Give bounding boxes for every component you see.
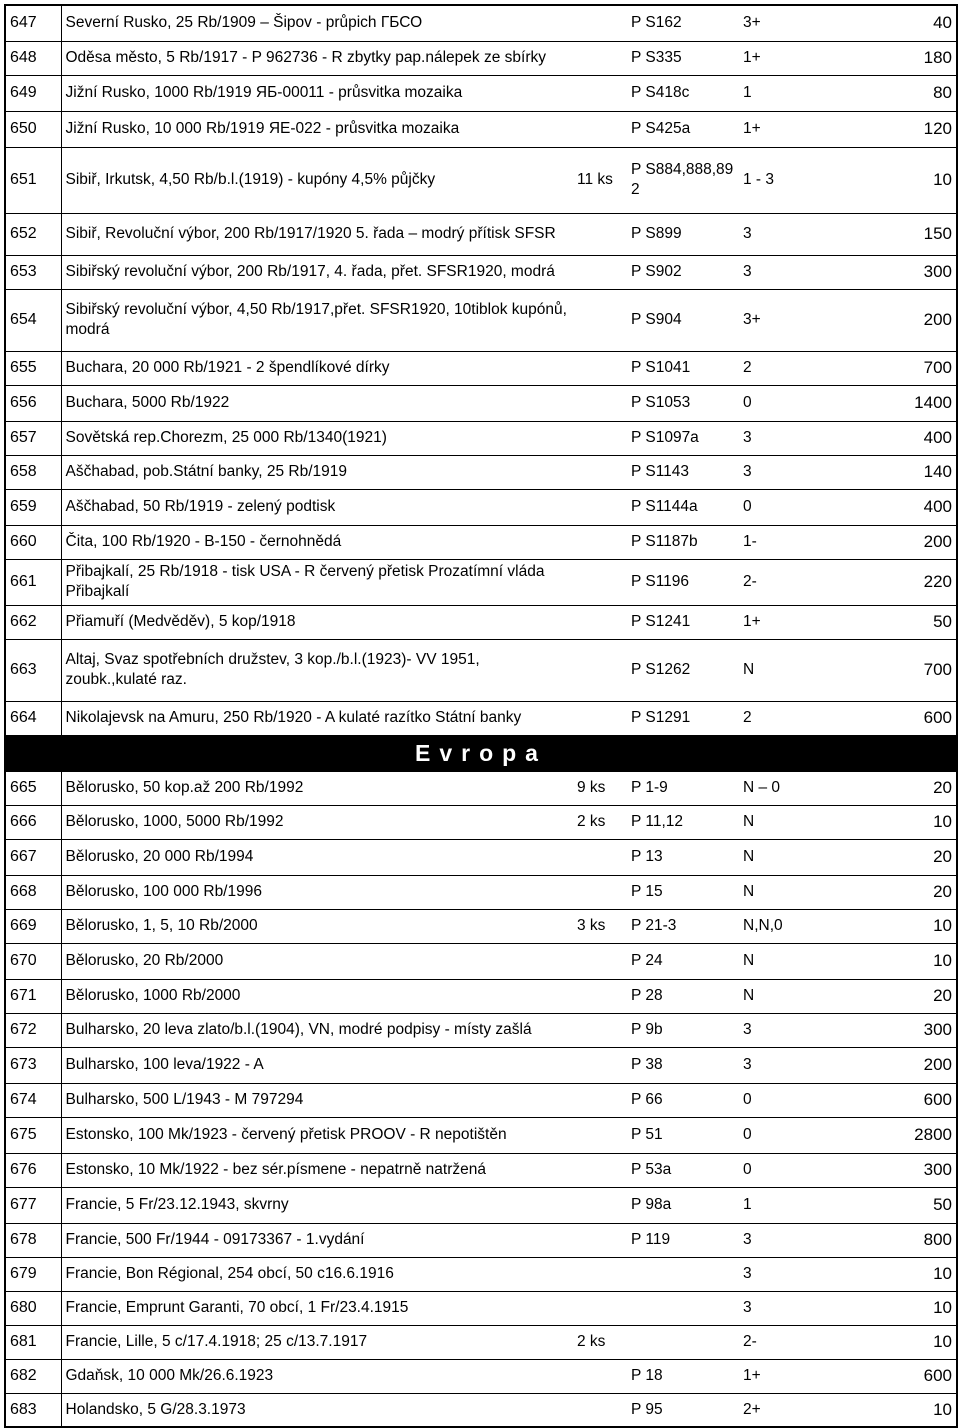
table-row [5,979,957,1013]
item-condition: 0 [739,1153,805,1187]
lot-number: 672 [5,1013,61,1047]
lot-number: 673 [5,1047,61,1083]
table-row [5,5,957,41]
item-quantity [573,489,627,525]
item-quantity [573,385,627,421]
item-condition: 2 [739,351,805,385]
table-row [5,605,957,639]
item-condition: 3 [739,1223,805,1257]
lot-number: 656 [5,385,61,421]
banknote-catalog-table [4,4,958,1428]
item-price: 1400 [805,385,957,421]
item-price: 120 [805,111,957,147]
item-condition: N [739,943,805,979]
table-row [5,525,957,559]
item-quantity [573,559,627,605]
catalog-number: P 38 [627,1047,739,1083]
item-description: Bělorusko, 50 kop.až 200 Rb/1992 [61,771,573,805]
item-condition: 0 [739,489,805,525]
item-condition: 1+ [739,41,805,75]
lot-number: 654 [5,289,61,351]
item-quantity [573,1047,627,1083]
item-price: 40 [805,5,957,41]
item-description: Sibiřský revoluční výbor, 4,50 Rb/1917,přet. SFSR1920, 10tiblok kupónů, modrá [61,289,573,351]
item-quantity [573,1223,627,1257]
item-condition: 3 [739,1013,805,1047]
item-description: Oděsa město, 5 Rb/1917 - P 962736 - R zbytky pap.nálepek ze sbírky [61,41,573,75]
item-description: Estonsko, 10 Mk/1922 - bez sér.písmene - nepatrně natržená [61,1153,573,1187]
catalog-number: P S1187b [627,525,739,559]
item-price: 20 [805,839,957,875]
catalog-number: P S1241 [627,605,739,639]
table-row [5,1257,957,1291]
item-quantity [573,213,627,255]
item-description: Severní Rusko, 25 Rb/1909 – Šipov - průpich ГБСО [61,5,573,41]
table-row [5,1187,957,1223]
catalog-number: P 98a [627,1187,739,1223]
lot-number: 660 [5,525,61,559]
item-condition: 1+ [739,605,805,639]
item-price: 200 [805,289,957,351]
catalog-number [627,1291,739,1325]
lot-number: 650 [5,111,61,147]
catalog-number: P 21-3 [627,909,739,943]
table-row [5,1153,957,1187]
item-price: 220 [805,559,957,605]
catalog-number: P S1291 [627,701,739,735]
item-condition: 2 [739,701,805,735]
catalog-table-body [5,5,957,1427]
catalog-number: P 15 [627,875,739,909]
item-price: 10 [805,805,957,839]
item-price: 10 [805,1393,957,1427]
item-price: 150 [805,213,957,255]
lot-number: 668 [5,875,61,909]
item-condition: 1+ [739,1359,805,1393]
item-condition: 3 [739,455,805,489]
section-title: Evropa [5,735,957,771]
item-quantity: 11 ks [573,147,627,213]
item-quantity: 2 ks [573,805,627,839]
item-condition: 2+ [739,1393,805,1427]
item-description: Buchara, 20 000 Rb/1921 - 2 špendlíkové dírky [61,351,573,385]
item-quantity [573,1117,627,1153]
item-description: Francie, 500 Fr/1944 - 09173367 - 1.vydání [61,1223,573,1257]
item-condition: 3 [739,1047,805,1083]
lot-number: 682 [5,1359,61,1393]
table-row [5,255,957,289]
catalog-number: P S335 [627,41,739,75]
lot-number: 662 [5,605,61,639]
item-description: Bělorusko, 100 000 Rb/1996 [61,875,573,909]
item-quantity [573,605,627,639]
item-description: Aščhabad, 50 Rb/1919 - zelený podtisk [61,489,573,525]
item-condition: 1+ [739,111,805,147]
item-description: Holandsko, 5 G/28.3.1973 [61,1393,573,1427]
item-quantity [573,41,627,75]
catalog-number: P 28 [627,979,739,1013]
catalog-number [627,1325,739,1359]
lot-number: 671 [5,979,61,1013]
item-price: 400 [805,489,957,525]
lot-number: 651 [5,147,61,213]
catalog-number [627,1257,739,1291]
lot-number: 680 [5,1291,61,1325]
table-row [5,1013,957,1047]
item-description: Bulharsko, 100 leva/1922 - A [61,1047,573,1083]
lot-number: 655 [5,351,61,385]
catalog-number: P S1041 [627,351,739,385]
catalog-number: P S1144a [627,489,739,525]
item-price: 10 [805,147,957,213]
lot-number: 652 [5,213,61,255]
table-row [5,909,957,943]
catalog-number: P S904 [627,289,739,351]
item-condition: 3 [739,213,805,255]
item-price: 10 [805,909,957,943]
table-row [5,1223,957,1257]
item-price: 20 [805,771,957,805]
item-description: Altaj, Svaz spotřebních družstev, 3 kop./b.l.(1923)- VV 1951, zoubk.,kulaté raz. [61,639,573,701]
item-price: 80 [805,75,957,111]
lot-number: 674 [5,1083,61,1117]
item-price: 50 [805,605,957,639]
catalog-number: P S162 [627,5,739,41]
item-quantity: 3 ks [573,909,627,943]
item-quantity [573,1359,627,1393]
item-price: 700 [805,351,957,385]
item-quantity [573,639,627,701]
item-price: 600 [805,1359,957,1393]
item-quantity [573,839,627,875]
item-description: Estonsko, 100 Mk/1923 - červený přetisk PROOV - R nepotištěn [61,1117,573,1153]
table-row [5,639,957,701]
item-condition: 3 [739,1257,805,1291]
catalog-number: P S1262 [627,639,739,701]
table-row [5,559,957,605]
lot-number: 669 [5,909,61,943]
lot-number: 647 [5,5,61,41]
item-price: 700 [805,639,957,701]
item-quantity [573,1257,627,1291]
table-row [5,421,957,455]
item-quantity [573,875,627,909]
item-price: 800 [805,1223,957,1257]
item-description: Bělorusko, 1000, 5000 Rb/1992 [61,805,573,839]
table-row [5,1393,957,1427]
item-quantity [573,525,627,559]
lot-number: 667 [5,839,61,875]
item-quantity: 9 ks [573,771,627,805]
table-row [5,1117,957,1153]
item-price: 10 [805,943,957,979]
item-quantity [573,289,627,351]
item-price: 600 [805,1083,957,1117]
lot-number: 657 [5,421,61,455]
item-description: Jižní Rusko, 1000 Rb/1919 ЯБ-00011 - průsvitka mozaika [61,75,573,111]
table-row [5,771,957,805]
lot-number: 649 [5,75,61,111]
lot-number: 661 [5,559,61,605]
table-row [5,805,957,839]
item-condition: N [739,839,805,875]
item-condition: 0 [739,1083,805,1117]
item-description: Sovětská rep.Chorezm, 25 000 Rb/1340(1921) [61,421,573,455]
lot-number: 683 [5,1393,61,1427]
table-row [5,1359,957,1393]
table-row [5,875,957,909]
catalog-number: P S418c [627,75,739,111]
table-row [5,489,957,525]
table-row [5,839,957,875]
item-quantity [573,1187,627,1223]
catalog-number: P 1-9 [627,771,739,805]
item-description: Bělorusko, 20 Rb/2000 [61,943,573,979]
item-description: Aščhabad, pob.Státní banky, 25 Rb/1919 [61,455,573,489]
table-row [5,289,957,351]
item-price: 140 [805,455,957,489]
item-description: Francie, Bon Régional, 254 obcí, 50 c16.6.1916 [61,1257,573,1291]
item-description: Francie, Emprunt Garanti, 70 obcí, 1 Fr/23.4.1915 [61,1291,573,1325]
lot-number: 679 [5,1257,61,1291]
item-description: Sibiř, Revoluční výbor, 200 Rb/1917/1920 5. řada – modrý přítisk SFSR [61,213,573,255]
item-price: 2800 [805,1117,957,1153]
item-condition: 3 [739,1291,805,1325]
item-quantity [573,421,627,455]
item-condition: 3 [739,421,805,455]
item-quantity [573,255,627,289]
item-condition: 3 [739,255,805,289]
item-quantity [573,1013,627,1047]
table-row [5,1291,957,1325]
lot-number: 678 [5,1223,61,1257]
item-price: 20 [805,979,957,1013]
item-price: 400 [805,421,957,455]
item-quantity [573,5,627,41]
item-condition: N [739,805,805,839]
table-row [5,943,957,979]
item-quantity [573,979,627,1013]
lot-number: 676 [5,1153,61,1187]
lot-number: 670 [5,943,61,979]
item-price: 600 [805,701,957,735]
catalog-number: P 51 [627,1117,739,1153]
item-quantity [573,1291,627,1325]
catalog-number: P 11,12 [627,805,739,839]
table-row [5,1047,957,1083]
table-row [5,75,957,111]
item-condition: 1 [739,1187,805,1223]
table-row [5,147,957,213]
lot-number: 658 [5,455,61,489]
item-condition: 3+ [739,5,805,41]
lot-number: 675 [5,1117,61,1153]
item-description: Bělorusko, 1000 Rb/2000 [61,979,573,1013]
item-condition: 2- [739,559,805,605]
item-description: Bělorusko, 20 000 Rb/1994 [61,839,573,875]
lot-number: 677 [5,1187,61,1223]
item-condition: N,N,0 [739,909,805,943]
item-quantity [573,1153,627,1187]
item-description: Přibajkalí, 25 Rb/1918 - tisk USA - R červený přetisk Prozatímní vláda Přibajkalí [61,559,573,605]
item-condition: 1 - 3 [739,147,805,213]
item-quantity [573,75,627,111]
table-row [5,41,957,75]
table-row [5,701,957,735]
item-condition: N [739,979,805,1013]
catalog-number: P S1143 [627,455,739,489]
item-description: Bělorusko, 1, 5, 10 Rb/2000 [61,909,573,943]
item-price: 50 [805,1187,957,1223]
table-row [5,455,957,489]
catalog-number: P 24 [627,943,739,979]
item-price: 300 [805,255,957,289]
catalog-number: P 18 [627,1359,739,1393]
item-quantity [573,1083,627,1117]
item-condition: 3+ [739,289,805,351]
item-description: Francie, Lille, 5 c/17.4.1918; 25 c/13.7.1917 [61,1325,573,1359]
catalog-number: P 13 [627,839,739,875]
item-description: Sibiřský revoluční výbor, 200 Rb/1917, 4. řada, přet. SFSR1920, modrá [61,255,573,289]
catalog-number: P 95 [627,1393,739,1427]
table-row [5,351,957,385]
lot-number: 653 [5,255,61,289]
item-description: Bulharsko, 500 L/1943 - M 797294 [61,1083,573,1117]
item-price: 20 [805,875,957,909]
item-price: 10 [805,1325,957,1359]
item-price: 180 [805,41,957,75]
item-condition: N [739,639,805,701]
item-condition: N – 0 [739,771,805,805]
item-price: 10 [805,1257,957,1291]
section-header-row [5,735,957,771]
item-price: 300 [805,1153,957,1187]
item-condition: N [739,875,805,909]
lot-number: 664 [5,701,61,735]
lot-number: 663 [5,639,61,701]
item-description: Nikolajevsk na Amuru, 250 Rb/1920 - A kulaté razítko Státní banky [61,701,573,735]
item-quantity [573,111,627,147]
item-description: Sibiř, Irkutsk, 4,50 Rb/b.l.(1919) - kupóny 4,5% půjčky [61,147,573,213]
catalog-number: P S1196 [627,559,739,605]
table-row [5,213,957,255]
item-description: Buchara, 5000 Rb/1922 [61,385,573,421]
table-row [5,385,957,421]
catalog-number: P S1053 [627,385,739,421]
item-quantity: 2 ks [573,1325,627,1359]
item-condition: 2- [739,1325,805,1359]
item-price: 200 [805,525,957,559]
item-description: Gdaňsk, 10 000 Mk/26.6.1923 [61,1359,573,1393]
item-quantity [573,455,627,489]
item-quantity [573,701,627,735]
item-price: 300 [805,1013,957,1047]
item-description: Bulharsko, 20 leva zlato/b.l.(1904), VN, modré podpisy - místy zašlá [61,1013,573,1047]
item-price: 10 [805,1291,957,1325]
catalog-number: P S884,888,89 2 [627,147,739,213]
item-description: Francie, 5 Fr/23.12.1943, skvrny [61,1187,573,1223]
item-condition: 0 [739,385,805,421]
item-quantity [573,943,627,979]
lot-number: 666 [5,805,61,839]
item-condition: 0 [739,1117,805,1153]
catalog-number: P S425a [627,111,739,147]
table-row [5,1325,957,1359]
catalog-number: P S1097a [627,421,739,455]
item-condition: 1 [739,75,805,111]
catalog-number: P 66 [627,1083,739,1117]
item-description: Čita, 100 Rb/1920 - B-150 - černohnědá [61,525,573,559]
lot-number: 659 [5,489,61,525]
lot-number: 681 [5,1325,61,1359]
catalog-number: P S902 [627,255,739,289]
catalog-number: P 53a [627,1153,739,1187]
item-quantity [573,1393,627,1427]
item-description: Jižní Rusko, 10 000 Rb/1919 ЯЕ-022 - průsvitka mozaika [61,111,573,147]
lot-number: 665 [5,771,61,805]
item-condition: 1- [739,525,805,559]
table-row [5,111,957,147]
item-description: Přiamuří (Medvěděv), 5 kop/1918 [61,605,573,639]
item-quantity [573,351,627,385]
catalog-number: P 119 [627,1223,739,1257]
catalog-number: P 9b [627,1013,739,1047]
catalog-number: P S899 [627,213,739,255]
item-price: 200 [805,1047,957,1083]
table-row [5,1083,957,1117]
lot-number: 648 [5,41,61,75]
